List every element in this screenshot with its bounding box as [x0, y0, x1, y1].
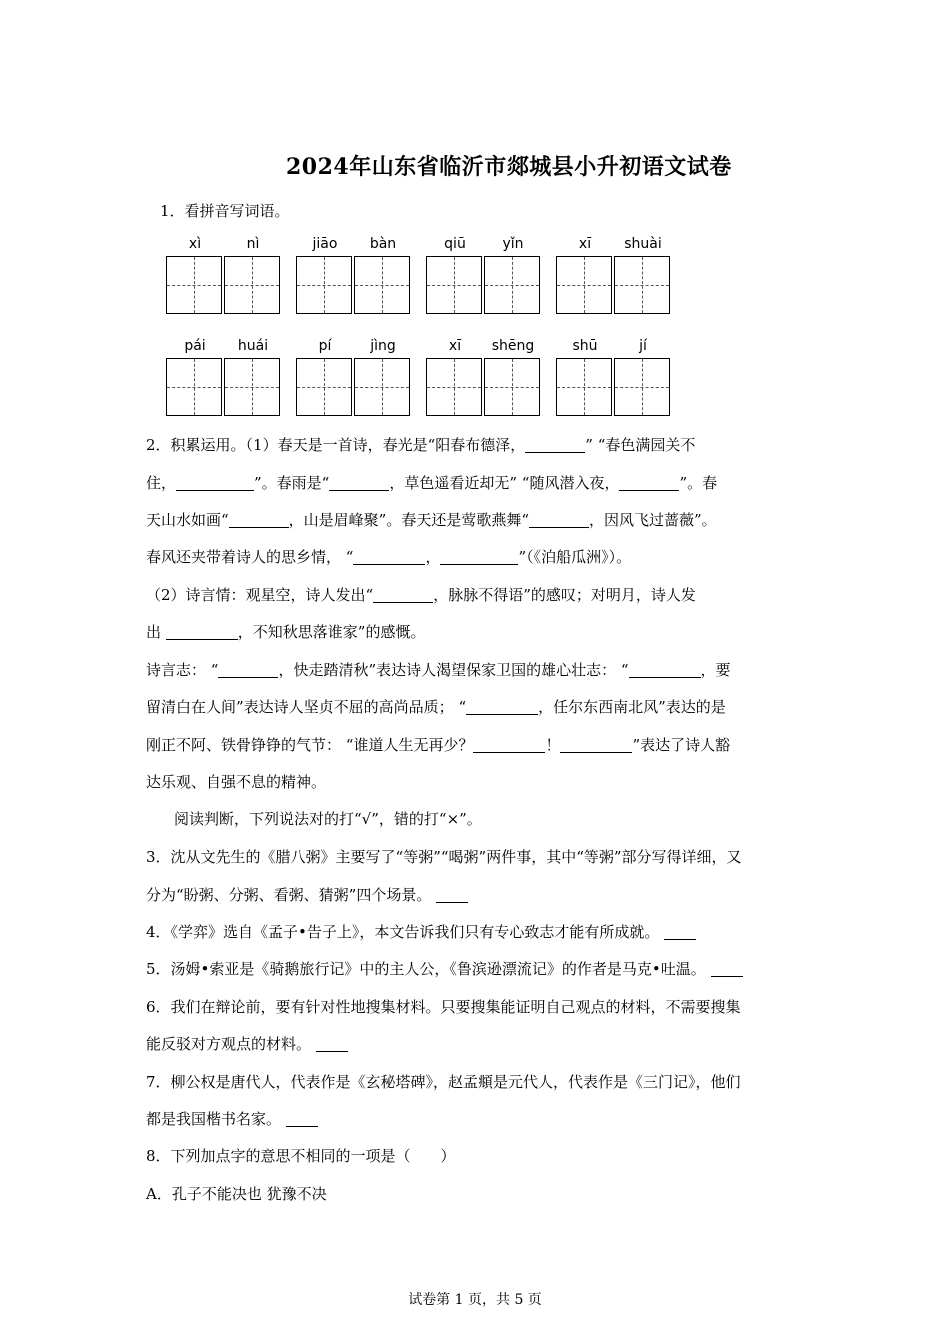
writing-box[interactable] — [166, 358, 222, 416]
writing-box[interactable] — [224, 358, 280, 416]
pinyin-label: bàn — [369, 236, 397, 252]
question-2-line — [146, 434, 695, 455]
pinyin-label: xī — [578, 236, 592, 252]
writing-box[interactable] — [614, 256, 670, 314]
writing-box[interactable] — [426, 358, 482, 416]
question-2-line — [146, 696, 726, 717]
writing-box[interactable] — [556, 256, 612, 314]
q2-text: 春风还夹带着诗人的思乡情， “ — [146, 548, 354, 566]
answer-blank[interactable] — [329, 475, 389, 491]
answer-blank[interactable] — [218, 662, 278, 678]
question-3 — [146, 884, 468, 905]
question-2-line — [146, 546, 631, 567]
answer-blank[interactable] — [711, 961, 743, 977]
q2-text: ”表达了诗人豁 — [632, 736, 731, 754]
writing-box[interactable] — [296, 256, 352, 314]
q2-text: 住， — [146, 474, 177, 492]
question-7 — [146, 1108, 318, 1129]
q2-text: 留清白在人间”表达诗人坚贞不屈的高尚品质； “ — [146, 698, 467, 716]
q2-text: ， — [425, 548, 441, 566]
answer-blank[interactable] — [529, 512, 589, 528]
q2-text: 天山水如画“ — [146, 511, 229, 529]
pinyin-label: jí — [639, 338, 647, 354]
q2-text: （2）诗言情：观星空，诗人发出“ — [146, 586, 374, 604]
answer-blank[interactable] — [166, 624, 238, 640]
answer-blank[interactable] — [286, 1111, 318, 1127]
q2-text: ！ — [545, 736, 561, 754]
answer-blank[interactable] — [316, 1036, 348, 1052]
q2-text: ”。春 — [679, 474, 718, 492]
page-title: 2024年山东省临沂市郯城县小升初语文试卷 — [286, 154, 732, 180]
answer-blank[interactable] — [440, 549, 518, 565]
pinyin-grid-row-1 — [166, 236, 676, 316]
question-1-label: 1．看拼音写词语。 — [160, 202, 290, 220]
q2-text: 2．积累运用。（1）春天是一首诗，春光是“阳春布德泽， — [146, 436, 526, 454]
q2-text: ，因风飞过蔷薇”。 — [589, 511, 717, 529]
question-8: 8．下列加点字的意思不相同的一项是（ ） — [146, 1147, 456, 1165]
q2-text: 出 — [146, 623, 166, 641]
writing-box[interactable] — [224, 256, 280, 314]
question-2-line — [146, 659, 731, 680]
question-2-line — [146, 734, 730, 755]
pinyin-label: jiāo — [312, 236, 338, 252]
q3-text: 分为“盼粥、分粥、看粥、猜粥”四个场景。 — [146, 886, 432, 904]
pinyin-label: huái — [237, 338, 269, 354]
word-group — [426, 338, 542, 418]
writing-box[interactable] — [296, 358, 352, 416]
option-a[interactable]: A．孔子不能决也 犹豫不决 — [146, 1185, 327, 1203]
writing-box[interactable] — [484, 256, 540, 314]
answer-blank[interactable] — [229, 512, 289, 528]
answer-blank[interactable] — [353, 549, 425, 565]
page-footer: 试卷第 1 页，共 5 页 — [408, 1292, 542, 1308]
writing-box[interactable] — [426, 256, 482, 314]
pinyin-label: shēng — [491, 338, 535, 354]
answer-blank[interactable] — [629, 662, 701, 678]
word-group — [166, 236, 282, 316]
q2-text: ，脉脉不得语”的感叹；对明月，诗人发 — [433, 586, 696, 604]
q2-text: ”。春雨是“ — [254, 474, 330, 492]
pinyin-label: nì — [246, 236, 260, 252]
pinyin-label: jìng — [370, 338, 396, 354]
pinyin-label: qiū — [444, 236, 466, 252]
q2-text: ，山是眉峰聚”。春天还是莺歌燕舞“ — [288, 511, 530, 529]
writing-box[interactable] — [484, 358, 540, 416]
q2-text: ，不知秋思落谁家”的感慨。 — [237, 623, 426, 641]
question-2-line: 达乐观、自强不息的精神。 — [146, 773, 327, 791]
question-2-line — [146, 621, 425, 642]
word-group — [166, 338, 282, 418]
pinyin-grid-row-2 — [166, 338, 676, 418]
word-group — [296, 338, 412, 418]
q4-text: 4．《学弈》选自《孟子•告子上》，本文告诉我们只有专心致志才能有所成就。 — [146, 923, 660, 941]
q2-text: ，草色遥看近却无” “随风潜入夜， — [389, 474, 620, 492]
pinyin-label: xì — [188, 236, 202, 252]
question-7: 7．柳公权是唐代人，代表作是《玄秘塔碑》，赵孟頫是元代人，代表作是《三门记》，他们 — [146, 1073, 741, 1091]
question-4 — [146, 921, 696, 942]
q2-text: ” “春色满园关不 — [585, 436, 696, 454]
writing-box[interactable] — [354, 256, 410, 314]
answer-blank[interactable] — [436, 887, 468, 903]
question-2-line — [146, 472, 717, 493]
pinyin-label: shū — [572, 338, 598, 354]
q2-text: ，快走踏清秋”表达诗人渴望保家卫国的雄心壮志： “ — [278, 661, 629, 679]
q6-text: 能反驳对方观点的材料。 — [146, 1035, 312, 1053]
answer-blank[interactable] — [525, 437, 585, 453]
word-group — [556, 338, 672, 418]
pinyin-label: pí — [318, 338, 332, 354]
answer-blank[interactable] — [473, 737, 545, 753]
answer-blank[interactable] — [560, 737, 632, 753]
pinyin-label: yǐn — [502, 236, 524, 252]
pinyin-label: shuài — [624, 236, 662, 252]
q5-text: 5．汤姆•索亚是《骑鹅旅行记》中的主人公，《鲁滨逊漂流记》的作者是马克•吐温。 — [146, 960, 706, 978]
writing-box[interactable] — [614, 358, 670, 416]
question-2-line — [146, 584, 696, 605]
q2-text: ，要 — [700, 661, 731, 679]
question-3: 3．沈从文先生的《腊八粥》主要写了“等粥”“喝粥”两件事，其中“等粥”部分写得详细，又 — [146, 848, 742, 866]
word-group — [296, 236, 412, 316]
answer-blank[interactable] — [619, 475, 679, 491]
writing-box[interactable] — [556, 358, 612, 416]
word-group — [426, 236, 542, 316]
q2-text: ，任尔东西南北风”表达的是 — [538, 698, 726, 716]
pinyin-label: xī — [448, 338, 462, 354]
question-5 — [146, 958, 743, 979]
q7-text: 都是我国楷书名家。 — [146, 1110, 282, 1128]
question-6: 6．我们在辩论前，要有针对性地搜集材料。只要搜集能证明自己观点的材料，不需要搜集 — [146, 998, 741, 1016]
writing-box[interactable] — [354, 358, 410, 416]
question-2-line — [146, 509, 717, 530]
answer-blank[interactable] — [466, 699, 538, 715]
q2-text: 诗言志： “ — [146, 661, 219, 679]
answer-blank[interactable] — [664, 924, 696, 940]
judge-instructions: 阅读判断，下列说法对的打“√”，错的打“×”。 — [174, 810, 482, 828]
pinyin-label: pái — [184, 338, 206, 354]
word-group — [556, 236, 672, 316]
answer-blank[interactable] — [373, 587, 433, 603]
question-6 — [146, 1033, 348, 1054]
q2-text: ”（《泊船瓜洲》）。 — [518, 548, 632, 566]
writing-box[interactable] — [166, 256, 222, 314]
q2-text: 刚正不阿、铁骨铮铮的气节： “谁道人生无再少？ — [146, 736, 474, 754]
answer-blank[interactable] — [176, 475, 254, 491]
